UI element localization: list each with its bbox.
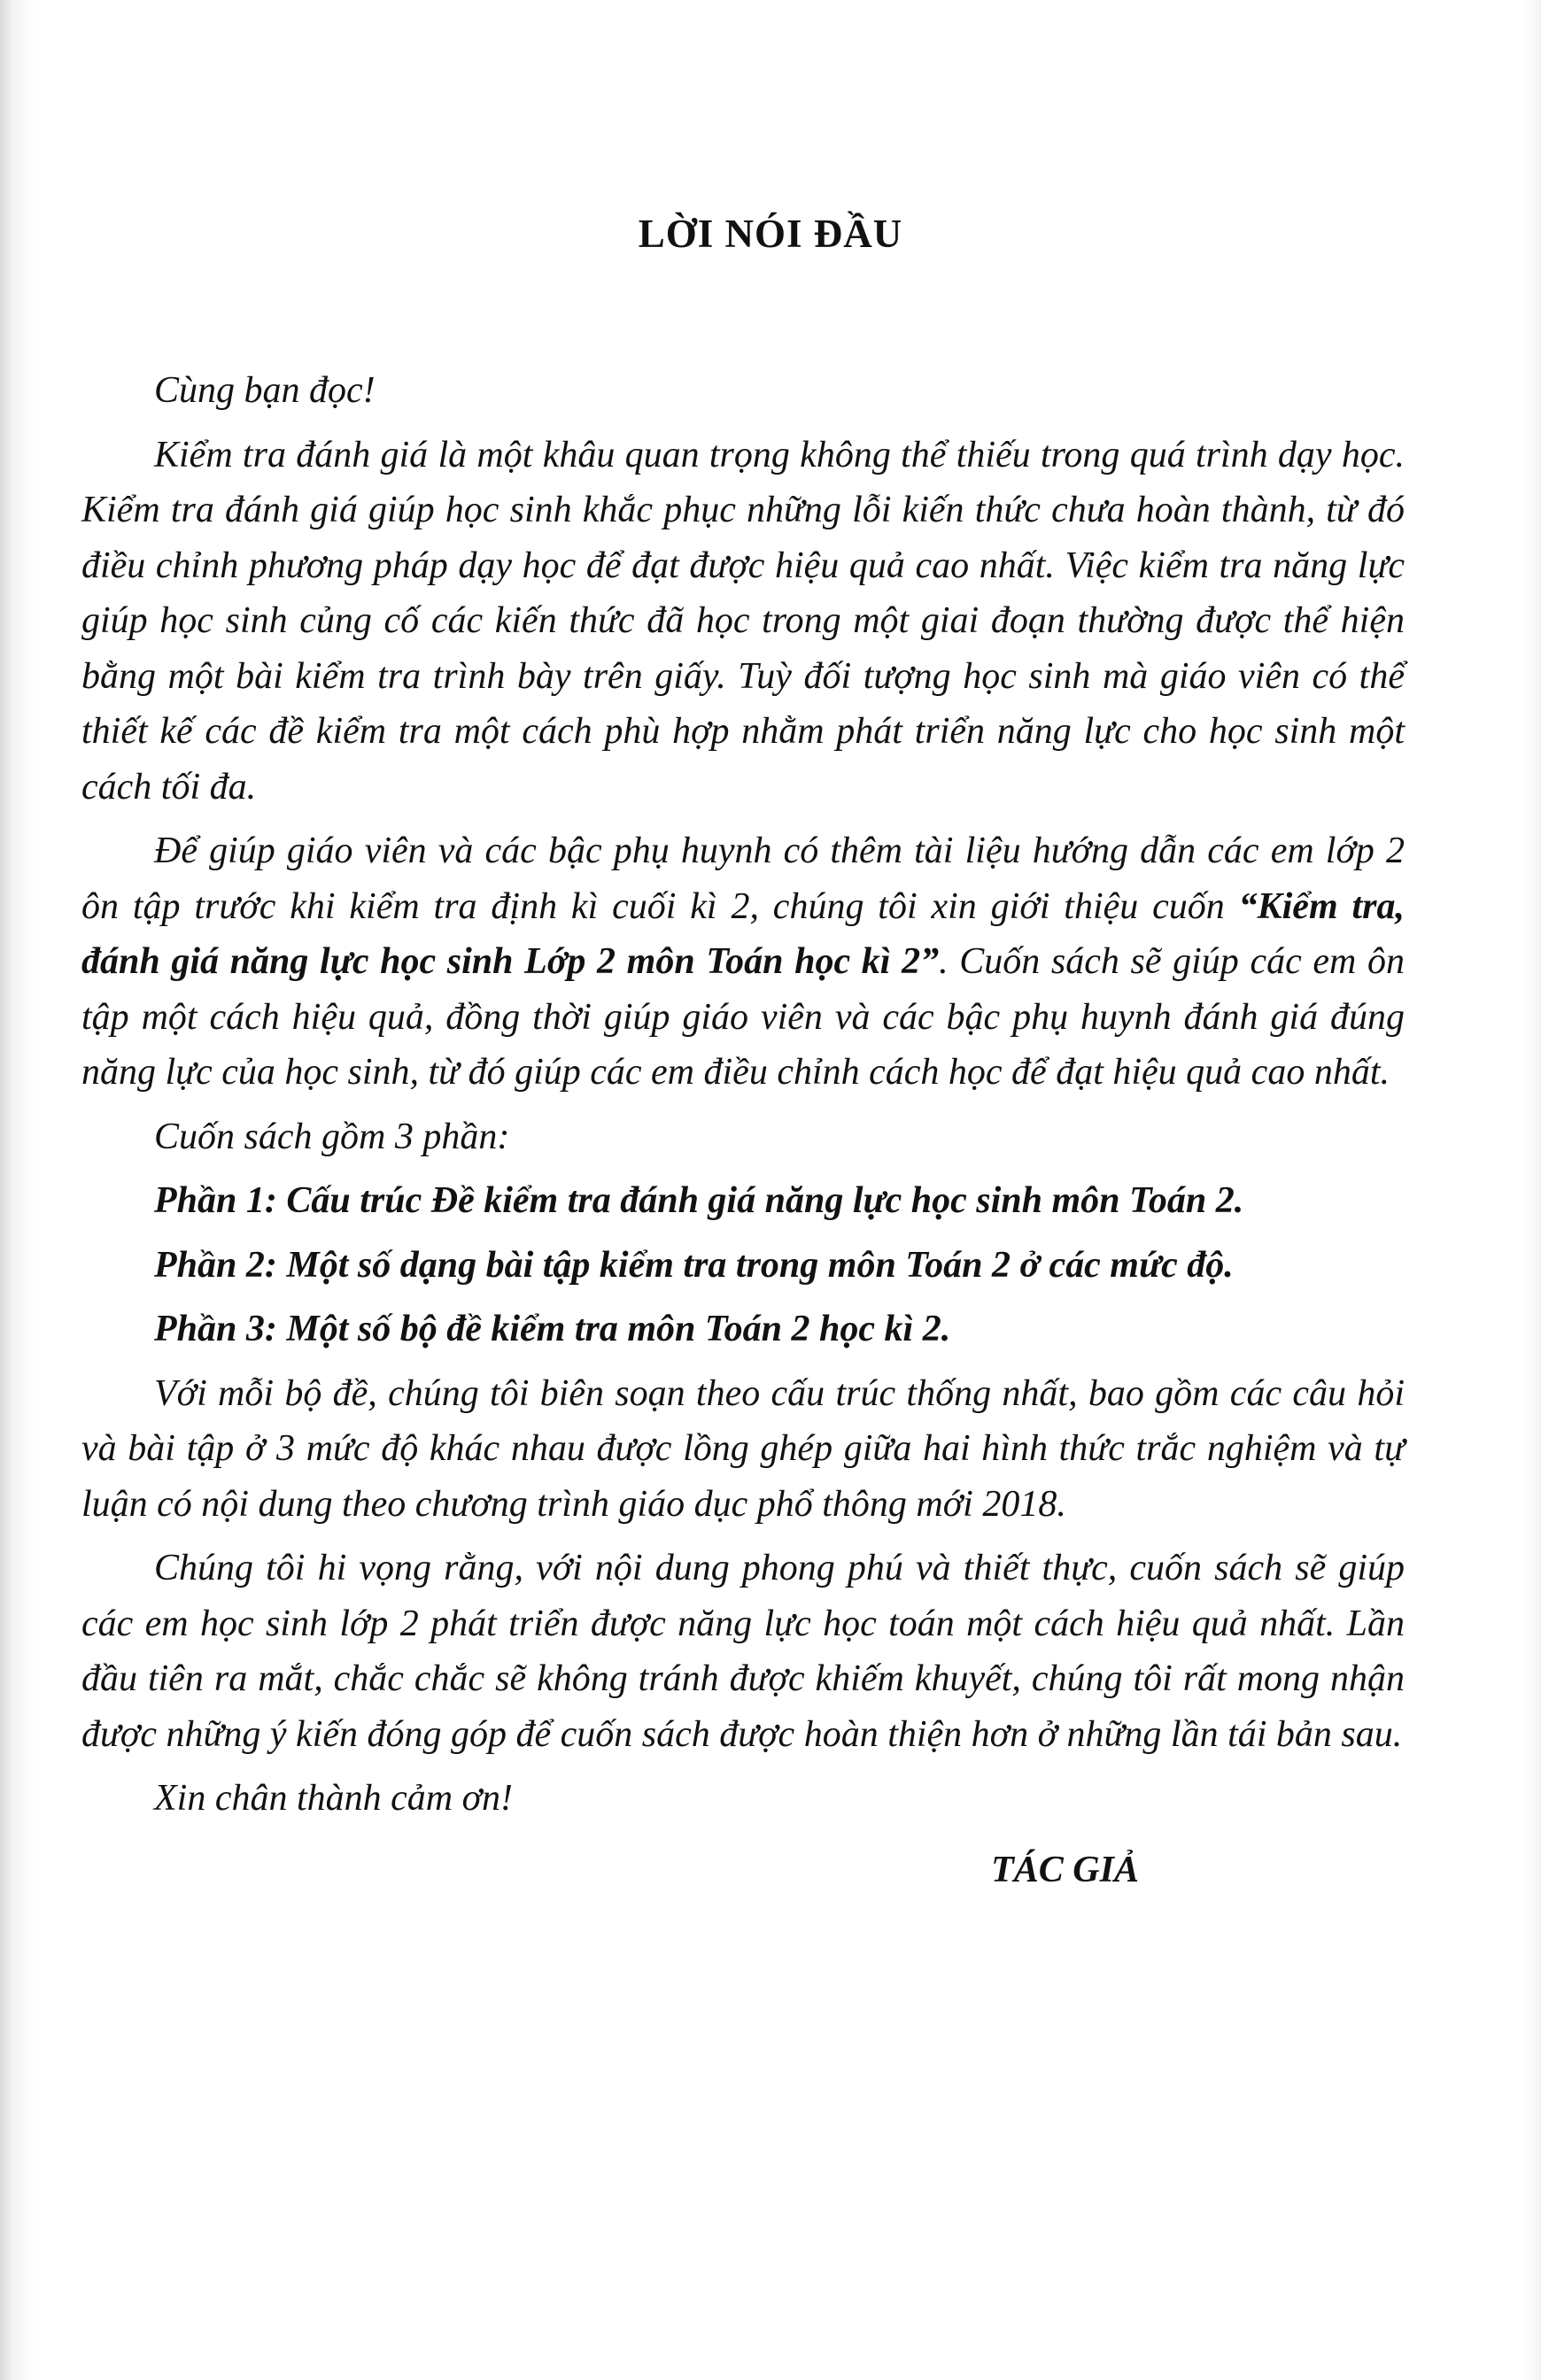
author-signature: TÁC GIẢ	[991, 1849, 1139, 1890]
paragraph-2-text-before: Để giúp giáo viên và các bậc phụ huynh có thêm tài liệu hướng dẫn các em lớp 2 ôn tập trước khi kiểm tra định kì cuối kì 2, chúng tôi xin giới thiệu cuốn	[81, 831, 1405, 927]
paragraph-4: Chúng tôi hi vọng rằng, với nội dung phong phú và thiết thực, cuốn sách sẽ giúp các em học sinh lớp 2 phát triển được năng lực học toán một cách hiệu quả nhất. Lần đầu tiên ra mắt, chắc chắc sẽ không tránh được khiếm khuyết, chúng tôi rất mong nhận được những ý kiến đóng góp để cuốn sách được hoàn thiện hơn ở những lần tái bản sau.	[81, 1548, 1405, 1755]
closing: Xin chân thành cảm ơn!	[154, 1778, 514, 1819]
page-title: LỜI NÓI ĐẦU	[638, 212, 903, 256]
paragraph-3: Với mỗi bộ đề, chúng tôi biên soạn theo cấu trúc thống nhất, bao gồm các câu hỏi và bài tập ở 3 mức độ khác nhau được lồng ghép giữa hai hình thức trắc nghiệm và tự luận có nội dung theo chương trình giáo dục phổ thông mới 2018.	[81, 1372, 1405, 1525]
paragraph-1: Kiểm tra đánh giá là một khâu quan trọng không thể thiếu trong quá trình dạy học. Kiểm tra đánh giá giúp học sinh khắc phục những lỗi kiến thức chưa hoàn thành, từ đó điều chỉnh phương pháp dạy học để đạt được hiệu quả cao nhất. Việc kiểm tra năng lực giúp học sinh củng cố các kiến thức đã học trong một giai đoạn thường được thể hiện bằng một bài kiểm tra trình bày trên giấy. Tuỳ đối tượng học sinh mà giáo viên có thể thiết kế các đề kiểm tra một cách phù hợp nhằm phát triển năng lực cho học sinh một cách tối đa.	[81, 434, 1405, 808]
book-title: “Kiểm tra, đánh giá năng lực học sinh Lớp 2 môn Toán học kì 2”	[81, 885, 1405, 982]
paragraph-2-text-after: . Cuốn sách sẽ giúp các em ôn tập một cách hiệu quả, đồng thời giúp giáo viên và các bậc phụ huynh đánh giá đúng năng lực của học sinh, từ đó giúp các em điều chỉnh cách học để đạt hiệu quả cao nhất.	[81, 941, 1405, 1093]
part-1: Phần 1: Cấu trúc Đề kiểm tra đánh giá năng lực học sinh môn Toán 2.	[154, 1180, 1244, 1221]
paragraph-2	[81, 823, 1405, 1101]
part-3: Phần 3: Một số bộ đề kiểm tra môn Toán 2 học kì 2.	[154, 1309, 951, 1349]
parts-intro: Cuốn sách gồm 3 phần:	[154, 1116, 510, 1157]
preface-body	[81, 363, 1405, 1897]
part-2: Phần 2: Một số dạng bài tập kiểm tra trong môn Toán 2 ở các mức độ.	[154, 1244, 1234, 1286]
greeting: Cùng bạn đọc!	[154, 370, 376, 411]
